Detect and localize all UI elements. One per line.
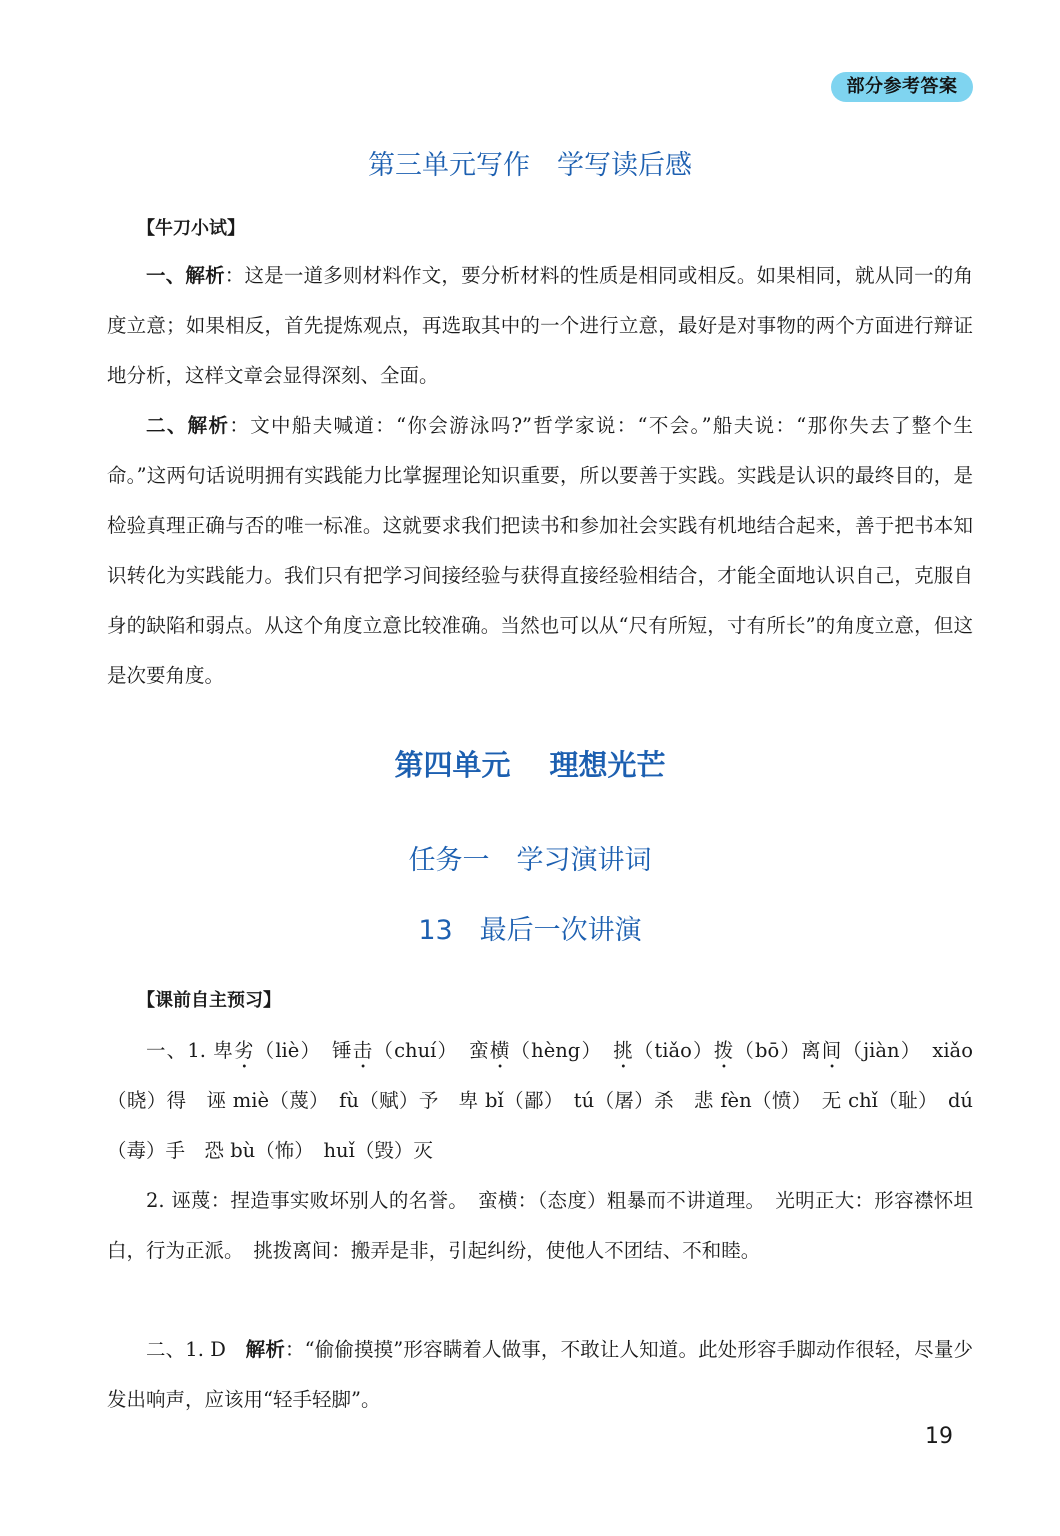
dotted-char: 劣	[233, 1039, 255, 1062]
dotted-char: 间	[821, 1039, 843, 1062]
answer-text: 二、1. D	[146, 1338, 246, 1361]
dotted-char: 击	[352, 1039, 374, 1062]
dotted-char: 拨	[713, 1039, 735, 1062]
page-number: 19	[925, 1424, 953, 1449]
answer-text: ：这是一道多则材料作文，要分析材料的性质是相同或相反。如果相同，就从同一的角度立意；如果相反，首先提炼观点，再选取其中的一个进行立意，最好是对事物的两个方面进行辩证地分析，这样文章会显得深刻、全面。	[107, 264, 973, 387]
answer-paragraph-1	[107, 251, 973, 401]
definition-paragraph: 2. 诬蔑：捏造事实败坏别人的名誉。 蛮横：（态度）粗暴而不讲道理。 光明正大：形容襟怀坦白，行为正派。 挑拨离间：搬弄是非，引起纠纷，使他人不团结、不和睦。	[107, 1189, 973, 1262]
answer-text: ：“偷偷摸摸”形容瞒着人做事，不敢让人知道。此处形容手脚动作很轻，尽量少发出响声，应该用“轻手轻脚”。	[107, 1338, 973, 1411]
answer-text: （liè） 锤	[254, 1039, 353, 1062]
pinyin-answer-paragraph	[107, 1026, 973, 1176]
practice-tag: 【牛刀小试】	[137, 218, 245, 239]
answer-key-badge: 部分参考答案	[831, 72, 973, 102]
writing-section-title: 第三单元写作 学写读后感	[368, 150, 692, 181]
lesson-title: 13 最后一次讲演	[418, 915, 642, 946]
unit-title: 第四单元 理想光芒	[394, 748, 666, 782]
answer-text: ：文中船夫喊道：“你会游泳吗?”哲学家说：“不会。”船夫说：“那你失去了整个生命。”这两句话说明拥有实践能力比掌握理论知识重要，所以要善于实践。实践是认识的最终目的，是检验真理正确与否的唯一标准。这就要求我们把读书和参加社会实践有机地结合起来，善于把书本知识转化为实践能力。我们只有把学习间接经验与获得直接经验相结合，才能全面地认识自己，克服自身的缺陷和弱点。从这个角度立意比较准确。当然也可以从“尺有所短，寸有所长”的角度立意，但这是次要角度。	[107, 414, 973, 687]
preview-tag: 【课前自主预习】	[137, 990, 281, 1011]
answer-paragraph-2	[107, 401, 973, 701]
dotted-char: 横	[489, 1039, 511, 1062]
answer-label: 解析	[245, 1338, 285, 1361]
task-title: 任务一 学习演讲词	[408, 845, 652, 876]
answer-label: 一、解析	[146, 264, 225, 287]
answer-text: （bō）离	[734, 1039, 822, 1062]
answer-text: （jiàn） xiǎo（晓）得 诬 miè（蔑） fù（赋）予 卑 bǐ（鄙） tú（屠）杀 悲 fèn（愤） 无 chǐ（耻） dú（毒）手 恐 bù（怖） huǐ（毁）灭	[107, 1039, 973, 1162]
answer-label: 二、解析	[146, 414, 230, 437]
answer-text: 一、1. 卑	[146, 1039, 234, 1062]
answer-text: （chuí） 蛮	[373, 1039, 490, 1062]
answer-text: （tiǎo）	[633, 1039, 714, 1062]
dotted-char: 挑	[613, 1039, 634, 1062]
answer-text: （hèng）	[510, 1039, 614, 1062]
answer-paragraph-3	[107, 1325, 973, 1425]
